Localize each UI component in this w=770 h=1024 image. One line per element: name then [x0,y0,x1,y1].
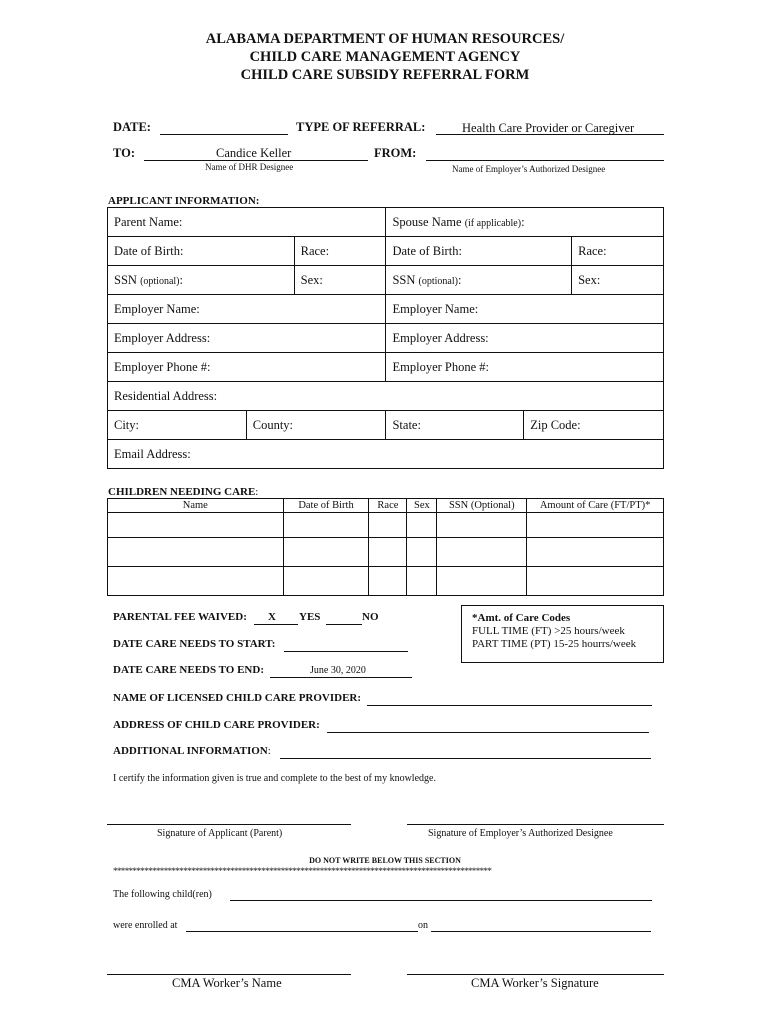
start-date-label: DATE CARE NEEDS TO START: [113,638,276,650]
additional-info-label: ADDITIONAL INFORMATION [113,745,268,757]
child-race-cell[interactable] [369,538,407,567]
parent-name-cell[interactable] [108,208,386,237]
spouse-dob-label: Date of Birth: [392,243,462,258]
spouse-note: (if applicable) [464,217,522,229]
parent-ssn-cell[interactable] [108,266,295,295]
header-management: CHILD CARE MANAGEMENT AGENCY [249,49,521,65]
header-agency: ALABAMA DEPARTMENT OF HUMAN RESOURCES/ [205,31,565,47]
residential-address-label: Residential Address: [114,388,218,403]
county-cell[interactable] [246,411,386,440]
child-amount-cell[interactable] [527,513,664,538]
email-label: Email Address: [114,446,191,461]
child-name-cell[interactable] [108,538,284,567]
from-caption: Name of Employer’s Authorized Designee [452,164,606,174]
from-field[interactable] [426,160,664,161]
city-cell[interactable] [108,411,247,440]
provider-name-field[interactable] [367,705,652,706]
child-amount-cell[interactable] [527,567,664,596]
worker-signature-caption: CMA Worker’s Signature [471,976,599,990]
parent-name-label: Parent Name: [114,214,183,229]
end-date-label: DATE CARE NEEDS TO END: [113,664,264,676]
applicant-signature-field[interactable] [107,824,351,825]
zip-cell[interactable] [524,411,664,440]
county-label: County: [252,417,294,432]
parent-ssn-colon: : [179,272,183,287]
spouse-employer-phone-cell[interactable] [386,353,664,382]
provider-address-label: ADDRESS OF CHILD CARE PROVIDER: [113,719,320,731]
office-use-separator: ************************************************************************************************* [113,866,492,876]
additional-info-field[interactable] [280,758,651,759]
spouse-ssn-cell[interactable] [386,266,572,295]
spouse-employer-phone-label: Employer Phone #: [392,359,489,374]
enrolled-on-field[interactable] [431,931,651,932]
child-sex-cell[interactable] [407,513,437,538]
from-label: FROM: [374,146,417,160]
certify-statement: I certify the information given is true and complete to the best of my knowledge. [113,773,436,784]
city-label: City: [114,417,140,432]
child-name-cell[interactable] [108,567,284,596]
child-race-cell[interactable] [369,567,407,596]
child-amount-cell[interactable] [527,538,664,567]
child-ssn-cell[interactable] [437,513,527,538]
email-cell[interactable] [108,440,664,469]
fee-no-label: NO [362,611,379,623]
children-header-amount: Amount of Care (FT/PT)* [527,499,664,513]
spouse-employer-name-cell[interactable] [386,295,664,324]
spouse-employer-address-cell[interactable] [386,324,664,353]
worker-name-caption: CMA Worker’s Name [172,976,282,990]
children-header-name: Name [108,499,284,513]
care-codes-title: *Amt. of Care Codes [472,612,571,624]
worker-name-field[interactable] [107,974,351,975]
additional-info-colon: : [267,745,271,757]
child-ssn-cell[interactable] [437,567,527,596]
end-date-field[interactable] [270,677,412,678]
office-use-notice: DO NOT WRITE BELOW THIS SECTION [309,856,461,865]
parent-employer-address-cell[interactable] [108,324,386,353]
table-row [108,538,664,567]
spouse-ssn-label: SSN [392,272,416,287]
employer-signature-caption: Signature of Employer’s Authorized Designee [428,828,613,839]
child-name-cell[interactable] [108,513,284,538]
start-date-field[interactable] [284,651,408,652]
spouse-sex-label: Sex: [578,272,601,287]
child-dob-cell[interactable] [283,538,369,567]
spouse-employer-address-label: Employer Address: [392,330,489,345]
employer-signature-field[interactable] [407,824,664,825]
child-dob-cell[interactable] [283,513,369,538]
parent-ssn-note: (optional) [140,275,180,287]
applicant-signature-caption: Signature of Applicant (Parent) [157,828,283,839]
zip-label: Zip Code: [530,417,581,432]
children-header-sex: Sex [407,499,437,513]
date-label: DATE: [113,120,151,134]
parent-sex-label: Sex: [300,272,323,287]
spouse-colon: : [521,214,525,229]
parent-employer-phone-cell[interactable] [108,353,386,382]
fee-waived-label: PARENTAL FEE WAIVED: [113,611,247,623]
to-value: Candice Keller [216,146,292,160]
fee-waived-no-field[interactable] [326,624,362,625]
parent-dob-cell[interactable] [108,237,295,266]
child-race-cell[interactable] [369,513,407,538]
spouse-dob-cell[interactable] [386,237,572,266]
child-sex-cell[interactable] [407,538,437,567]
to-caption: Name of DHR Designee [205,162,294,172]
children-header-race: Race [369,499,407,513]
care-codes-part-time: PART TIME (PT) 15-25 hourrs/week [472,638,637,650]
residential-address-cell[interactable] [108,382,664,411]
parent-employer-phone-label: Employer Phone #: [114,359,211,374]
applicant-table [107,207,664,469]
table-row [108,513,664,538]
care-codes-box [461,605,664,663]
end-date-value: June 30, 2020 [310,665,366,676]
children-section-label [108,486,258,498]
enrolled-at-label: were enrolled at [113,920,178,931]
to-label: TO: [113,146,135,160]
state-cell[interactable] [386,411,524,440]
date-field[interactable] [160,134,288,135]
type-of-referral-value: Health Care Provider or Caregiver [462,121,635,135]
parent-race-cell[interactable] [294,237,386,266]
children-section-colon: : [255,486,259,498]
enrolled-on-label: on [418,920,428,931]
provider-address-field[interactable] [327,732,649,733]
parent-employer-name-cell[interactable] [108,295,386,324]
fee-yes-label: YES [299,611,321,623]
spouse-ssn-colon: : [457,272,462,287]
spouse-employer-name-label: Employer Name: [392,301,479,316]
child-ssn-cell[interactable] [437,538,527,567]
parent-sex-cell[interactable] [294,266,386,295]
additional-info-label-row [113,745,271,757]
children-table [107,498,664,596]
child-dob-cell[interactable] [283,567,369,596]
children-section-title: CHILDREN NEEDING CARE [108,486,256,498]
fee-waived-yes-field[interactable] [254,624,298,625]
spouse-race-cell[interactable] [572,237,664,266]
spouse-name-cell[interactable] [386,208,664,237]
following-children-label: The following child(ren) [113,889,212,900]
spouse-name-label: Spouse Name [392,214,462,229]
parent-ssn-label: SSN [114,272,137,287]
parent-employer-name-label: Employer Name: [114,301,200,316]
children-header-dob: Date of Birth [283,499,369,513]
care-codes-full-time: FULL TIME (FT) >25 hours/week [472,625,625,637]
applicant-section-label: APPLICANT INFORMATION: [108,195,260,207]
enrolled-at-field[interactable] [186,931,418,932]
spouse-ssn-note: (optional) [418,275,458,287]
following-children-field[interactable] [230,900,652,901]
child-sex-cell[interactable] [407,567,437,596]
type-of-referral-label: TYPE OF REFERRAL: [296,120,426,134]
form-title: CHILD CARE SUBSIDY REFERRAL FORM [240,67,530,83]
parent-race-label: Race: [300,243,330,258]
worker-signature-field[interactable] [407,974,664,975]
spouse-sex-cell[interactable] [572,266,664,295]
spouse-race-label: Race: [578,243,607,258]
state-label: State: [392,417,421,432]
children-header-ssn: SSN (Optional) [437,499,527,513]
provider-name-label: NAME OF LICENSED CHILD CARE PROVIDER: [113,692,362,704]
fee-waived-mark: X [268,611,276,623]
table-row [108,567,664,596]
parent-dob-label: Date of Birth: [114,243,184,258]
parent-employer-address-label: Employer Address: [114,330,211,345]
